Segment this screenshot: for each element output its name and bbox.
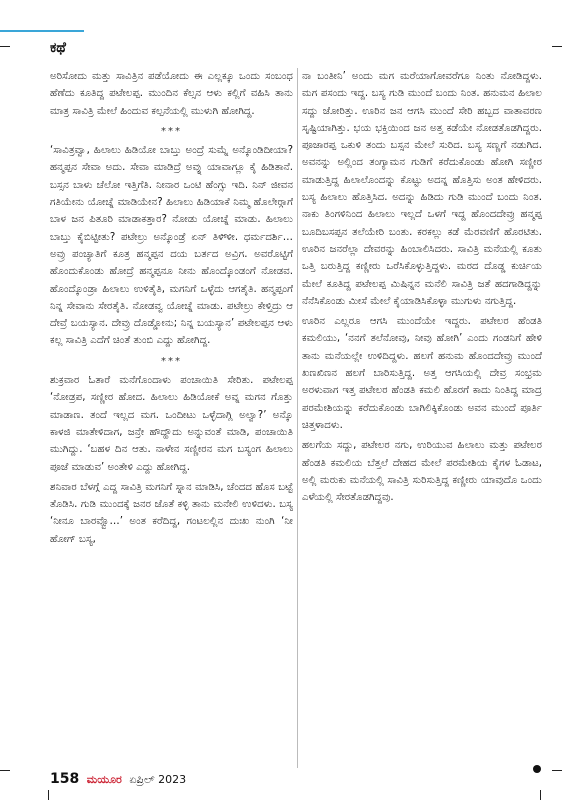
- crop-mark: [540, 790, 541, 800]
- issue-date: ಏಪ್ರಿಲ್ 2023: [129, 773, 187, 786]
- crop-mark: [0, 46, 10, 47]
- section-divider: ***: [161, 125, 182, 137]
- paragraph: ಶುಕ್ರವಾರ ಓತಾರೆ ಮನೆಗೊಂದಾಳು ಪಂಚಾಯಿತಿ ಸೇರಿತು. ಪಟೇಲಪ್ಪ ‘ನೋಡ್ರಪ, ಸಣ್ಣೀರ ಹೋದ. ಹಿಲಾಲು ಹಿಡಿಯೋಕೆ ಅವ್ನ ಮಗನ ಗೊತ್ತು ಮಾಡಾಣ. ತಂದೆ ಇಲ್ಲದ ಮಗ. ಒಂದೀಟು ಒಳ್ಳೆದಾಗ್ಲಿ ಅಲ್ವಾ?’ ಅನ್ಕೊ ಕಾಳಜಿ ಮಾತೇಳಿದಾಗ, ಜನ್ರೇ ಹೌದ್ಹೌದು ಅನ್ನುವಂತೆ ಮಾಡಿ, ಪಂಚಾಯಿತಿ ಮುಗಿದ್ದು. ‘ಬಹಳ ದಿನ ಆತು. ನಾಳೇನ ಸಣ್ಣೀರನ ಮಗ ಬಸ್ಯಂಗ ಹಿಲಾಲು ಪೂಜೆ ಮಾಡುವ’ ಅಂತೇಳಿ ಎದ್ದು ಹೋಗಿದ್ದ.: [50, 375, 293, 473]
- page-number: 158: [50, 771, 80, 787]
- paragraph: ನಾ ಬಂತೀನಿ’ ಅಂದು ಮಗ ಮರೆಯಾಗೋವರೆಗೂ ನಿಂತು ನೋಡಿದ್ದಳು. ಮಗ ಪಸಂದು ಇದ್ದ. ಬಸ್ಯ ಗುಡಿ ಮುಂದೆ ಬಂದು ನಿಂತ. ಹನುಮನ ಹಿಲಾಲ ಸದ್ದು ಜೋರಿತ್ತು. ಊರಿನ ಜನ ಆಗಸಿ ಮುಂದೆ ಸೇರಿ ಹಬ್ಬದ ವಾತಾವರಣ ಸೃಷ್ಟಿಯಾಗಿತ್ತು. ಭಯ ಭಕ್ತಿಯಿಂದ ಜನ ಅತ್ತ ಕಡೆಯೇ ನೋಡತೊಡಗಿದ್ದರು. ಪೂಜಾರಪ್ಪ ಒಕುಳಿ ತಂದು ಬಸ್ಸನ ಮೇಲೆ ಸುರಿದ. ಬಸ್ಯ ಸಣ್ಣಗೆ ನಡುಗಿದ. ಅವನನ್ನು ಅಲ್ಲಿಂದ ತಂಗ್ಯಾಮನ ಗುಡಿಗೆ ಕರೆದುಕೊಂಡು ಹೋಗಿ ಸಣ್ಣೀರ ಮಾಡುತ್ತಿದ್ದ ಹಿಲಾಲೊಂದನ್ನು ಕೊಟ್ಟು ಅದನ್ನ ಹೊತ್ತಿಸು ಅಂತ ಹೇಳಿದರು. ಬಸ್ಯ ಹಿಲಾಲು ಹೊತ್ತಿಸಿದ. ಅದನ್ನು ಹಿಡಿದು ಗುಡಿ ಮುಂದೆ ಬಂದು ನಿಂತ. ನಾಕು ತಿಂಗಳಿನಿಂದ ಹಿಲಾಲು ಇಲ್ಲದೆ ಒಳಗೆ ಇದ್ದ ಹೊಂದದೇವ್ರು ಹನ್ಮಪ್ಪ ಬೂದಿಬಸಪ್ಪನ ತಲೆಯೇರಿ ಬಂತು. ಕರಕಲ್ಲು ಕಡೆ ಮೆರವಣಿಗೆ ಹೊರಟಿತು. ಊರಿನ ಜನರೆಲ್ಲಾ ದೇವರನ್ನು ಹಿಂಬಾಲಿಸಿದರು. ಸಾವಿತ್ರಿ ಮನೆಯಲ್ಲಿ ಕೂತು ಒತ್ತಿ ಬರುತ್ತಿದ್ದ ಕಣ್ಣೀರು ಒರೆಸಿಕೊಳ್ಳುತ್ತಿದ್ದಳು. ಮರದ ದೊಡ್ಡ ಕುರ್ಚಿಯ ಮೇಲೆ ಕೂತಿದ್ದ ಪಟೇಲಪ್ಪ ಮಿಷಿನ್ನನ ಮನೆಲಿ ಸಾವಿತ್ರಿ ಜತೆ ಹದಗಾಡಿದ್ದನ್ನು ನೆನೆಸಿಕೊಂಡು ಮೀಸೆ ಮೇಲೆ ಕೈಯಾಡಿಸಿಕೊಳ್ಳಾ ಮುಗುಳು ನಗುತ್ತಿದ್ದ.: [302, 71, 542, 307]
- column-divider: [297, 68, 298, 768]
- section-title: ಕಥೆ: [50, 40, 66, 56]
- paragraph: ಊರಿನ ಎಲ್ಲರೂ ಆಗಸಿ ಮುಂದೆಯೇ ಇದ್ದರು. ಪಟೇಲರ ಹೆಂಡತಿ ಕಮಲಿಯು, ‘ನನಗೆ ತಲೆನೋವು, ನೀವು ಹೋಗಿ’ ಎಂದು ಗಂಡನಿಗೆ ಹೇಳಿ ತಾನು ಮನೆಯಲ್ಲೇ ಉಳಿದಿದ್ದಳು. ಹಲಗೆ ಹನುಮ ಹೊಂದದೇವ್ರು ಮುಂದೆ ಖಣಖಿಣನ ಹಲಗೆ ಬಾರಿಸುತ್ತಿದ್ದ. ಅತ್ತ ಆಗಸಿಯಲ್ಲಿ ದೇವ್ರ ಸಂಭ್ರಮ ಅರಳುವಾಗ ಇತ್ತ ಪಟೇಲರ ಹೆಂಡತಿ ಕಮಲಿ ಹೊರಗೆ ಕಾದು ನಿಂತಿದ್ದ ಮಾದ್ರ ಪರಮೇಶಿಯನ್ನು ಕರೆದುಕೊಂಡು ಬಾಗಿಲಿಕ್ಕಿಕೊಂಡು ಅವನ ಮುಂದೆ ಪೂರ್ತಿ ಚಿತ್ತಳಾದಳು.: [302, 316, 542, 431]
- paragraph: ಶನಿವಾರ ಬೆಳಗ್ಗೆ ಎದ್ದ ಸಾವಿತ್ರಿ ಮಗನಿಗೆ ಸ್ನಾನ ಮಾಡಿಸಿ, ಚೆಂದದ ಹೊಸ ಬಟ್ಟೆ ತೊಡಿಸಿ. ಗುಡಿ ಮುಂದಕ್ಕೆ ಜನರ ಜೊತೆ ಕಳ್ಳಿ ತಾನು ಮನೇಲಿ ಉಳಿದಳು. ಬಸ್ಯ ‘ನೀನೂ ಬಾರವ್ವೊ…’ ಅಂತ ಕರೆದಿದ್ದ, ಗಂಟಲಲ್ಲಿನ ದುಃಖ ನುಂಗಿ ‘ನೀ ಹೋಗ್ ಬಸ್ಯ,: [50, 481, 293, 545]
- story-end-bullet-icon: [533, 765, 541, 773]
- header-accent-line: [0, 30, 84, 32]
- crop-mark: [552, 770, 562, 771]
- left-column: [50, 68, 293, 551]
- right-column: [302, 68, 542, 509]
- page-footer: [50, 771, 186, 787]
- paragraph: ಹಲಗೆಯ ಸದ್ದು, ಪಟೇಲರ ನಗು, ಉರಿಯುವ ಹಿಲಾಲು ಮತ್ತು ಪಟೇಲರ ಹೆಂಡತಿ ಕಮಲಿಯ ಬೆತ್ತಲೆ ದೇಹದ ಮೇಲೆ ಪರಮೇಶಿಯ ಕೈಗಳ ಓಡಾಟ, ಅಲ್ಲಿ ಮರುಕು ಮನೆಯಲ್ಲಿ ಸಾವಿತ್ರಿ ಸುರಿಸುತ್ತಿದ್ದ ಕಣ್ಣೀರು ಯಾವುದೊ ಒಂದು ಎಳೆಯಲ್ಲಿ ಸೇರತೊಡಗಿದ್ದವು.: [302, 440, 542, 504]
- crop-mark: [552, 46, 562, 47]
- paragraph: ‘ಸಾವಿತ್ರವ್ವಾ, ಹಿಲಾಲು ಹಿಡಿಯೋ ಬಾಬ್ತು ಅಂದ್ರೆ ಸುಮ್ನೆ ಅನ್ಕೊಂಡಿದೀಯಾ? ಹನ್ಮಪ್ಪನ ಸೇವಾ ಅದು. ಸೇವಾ ಮಾಡಿದ್ರೆ ಅವ್ನು ಯಾವಾಗ್ಲೂ ಕೈ ಹಿಡಿತಾನೆ. ಬಸ್ಸನ ಬಾಳು ಚೆಲೋ ಇತ್ತಿಗೆತಿ. ನೀನಾರ ಒಂಟಿ ಹೆಂಗ್ಸು ಇದಿ. ನಿನ್ ಜೀವನ ಗತಿಯೇನು ಯೋಚ್ನೆ ಮಾಡಿಯೇನ? ಹಿಲಾಲು ಹಿಡಿಯಾಕೆ ನಿಮ್ಮ ಹೊಲೇರ್‍ಗಾಗೆ ಬಾಳ ಜನ ಪಿತೂರಿ ಮಾಡಾಕತ್ತಾರ? ನೋಡು ಯೋಚ್ನೆ ಮಾಡು. ಹಿಲಾಲು ಬಾಬ್ತು ಕೈಬಿಟ್ಟೀತು? ಪಟೇಲ್ರು ಅನ್ಕೊಂಡ್ರೆ ಏನ್ ತಿಳಿ್ಳೀ. ಧರ್ಮದರ್ಶಿ… ಅವ್ರು ಪಂಚ್ಯಾತಿಗೆ ಕೂತ್ರ ಹನ್ಮಪ್ಪನ ದಯ ಬರ್ತದ ಅವ್ರಿಗ. ಅವರೊಟ್ಟಿಗೆ ಹೊಂದುಕೊಂಡು ಹೋದ್ರೆ ಹನ್ಮಪ್ಪನೂ ನೀನು ಹೊಂದ್ಕೊಂಡಂಗೆ ನೋಡವ. ಹೊಂದ್ಕೊಂಡ್ರಾ ಹಿಲಾಲು ಉಳಿತೈತಿ, ಮಗನಿಗೆ ಒಳ್ಳೆದು ಆಗತೈತಿ. ಹನ್ಮಪ್ಪಂಗೆ ನಿನ್ನ ಸೇವಾನು ಸೇರತೈತಿ. ನೋಡವ್ವ ಯೋಚ್ನೆ ಮಾಡು. ಪಟೇಲ್ರು ಕೇಳ್ತಿದ್ರು ಆ ದೇವ್ರೆ ಬಯಸ್ಯಾನ. ದೇವ್ರು ದೊಡ್ಡೋನು; ನಿನ್ನ ಬಯಸ್ಯಾನ’ ಪಟೇಲಪ್ಪನ ಆಳು ಕಲ್ಲ ಸಾವಿತ್ರಿ ಎದೆಗೆ ಚಿಂತೆ ತುಂಬಿ ಎದ್ದು ಹೋಗಿದ್ದ.: [50, 145, 293, 347]
- crop-mark: [0, 770, 10, 771]
- magazine-logo: ಮಯೂರ: [86, 773, 122, 786]
- crop-mark: [48, 790, 49, 800]
- paragraph: ಅರಿಸೋದು ಮತ್ತು ಸಾವಿತ್ರಿನ ಪಡೆಯೋದು ಈ ಎಲ್ಲಕ್ಕೂ ಒಂದು ಸಂಬಂಧ ಹೆಣೆದು ಕೂತಿದ್ದ ಪಟೇಲಪ್ಪ. ಮುಂದಿನ ಕೆಲ್ಸನ ಆಳು ಕಲ್ಲಿಗೆ ವಹಿಸಿ ತಾನು ಮಾತ್ರ ಸಾವಿತ್ರಿ ಮೇಲೆ ಹಿಂದುವ ಕಲ್ಪನೆಯಲ್ಲಿ ಮುಳುಗಿ ಹೋಗಿದ್ದ.: [50, 71, 293, 117]
- section-divider: ***: [161, 355, 182, 367]
